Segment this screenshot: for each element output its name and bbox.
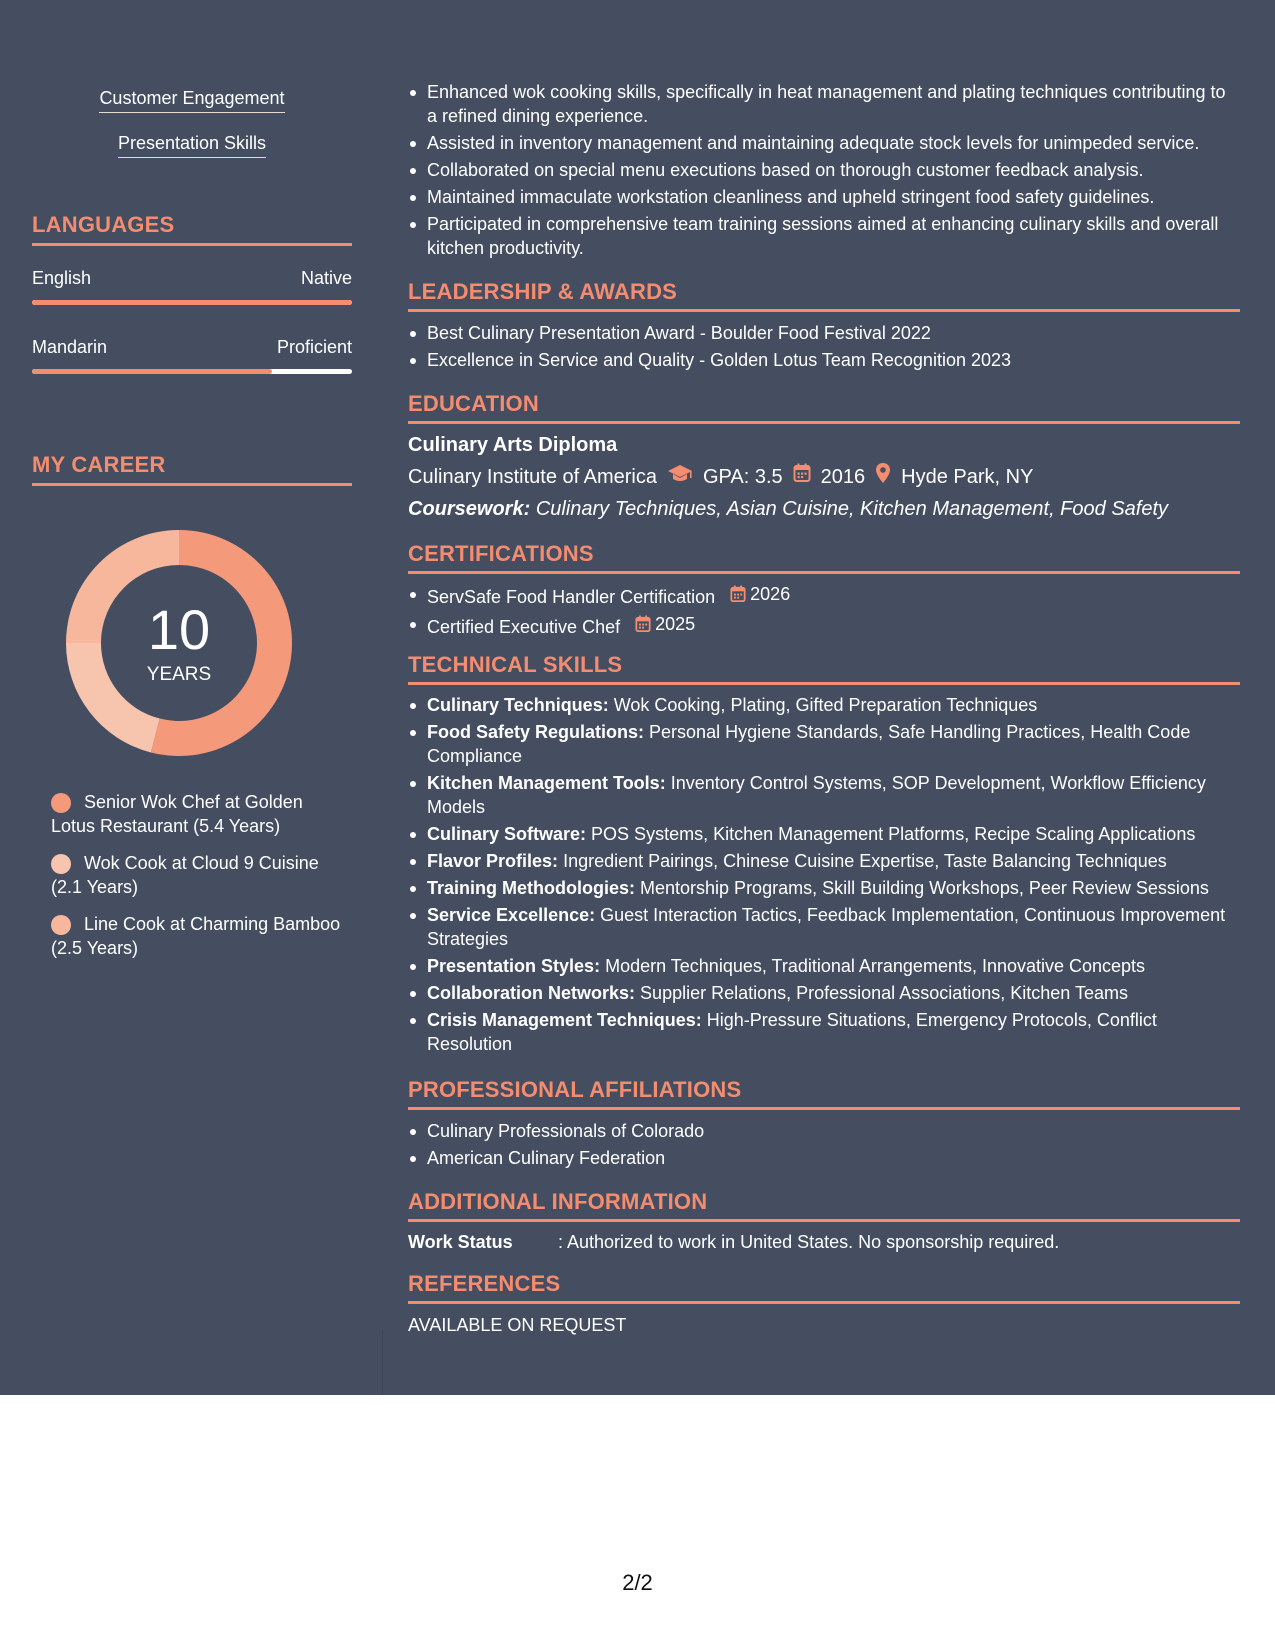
award-item: Best Culinary Presentation Award - Boulder Food Festival 2022: [408, 321, 1240, 345]
technical-skill-item: Kitchen Management Tools: Inventory Control Systems, SOP Development, Workflow Efficiency Models: [408, 771, 1240, 819]
awards-heading: LEADERSHIP & AWARDS: [408, 279, 1240, 312]
career-legend-item: Wok Cook at Cloud 9 Cuisine (2.1 Years): [51, 853, 319, 897]
coursework-text: Culinary Techniques, Asian Cuisine, Kitchen Management, Food Safety: [535, 498, 1169, 520]
technical-skill-item: Culinary Techniques: Wok Cooking, Plating, Gifted Preparation Techniques: [408, 693, 1240, 717]
career-total-label: YEARS: [146, 664, 212, 685]
technical-skill-item: Culinary Software: POS Systems, Kitchen Management Platforms, Recipe Scaling Applications: [408, 822, 1240, 846]
award-item: Excellence in Service and Quality - Golden Lotus Team Recognition 2023: [408, 348, 1240, 372]
certification-year: 2025: [655, 614, 696, 634]
certification-name: ServSafe Food Handler Certification: [427, 587, 716, 607]
education-year: 2016: [820, 465, 866, 488]
language-bar: [32, 369, 352, 374]
location-pin-icon: [875, 462, 891, 491]
education-coursework: [408, 496, 1240, 522]
experience-bullet: Participated in comprehensive team training sessions aimed at enhancing culinary skills and overall kitchen productivity.: [408, 212, 1240, 260]
career-heading: MY CAREER: [32, 452, 352, 486]
page-number: 2/2: [622, 1570, 653, 1595]
certification-year-group: [635, 612, 695, 636]
affiliations-list: [408, 1119, 1240, 1173]
certifications-list: [408, 582, 1240, 642]
education-school: Culinary Institute of America: [408, 465, 657, 488]
certification-item: [408, 582, 1240, 609]
languages-heading: LANGUAGES: [32, 212, 352, 246]
technical-skill-item: Food Safety Regulations: Personal Hygiene Standards, Safe Handling Practices, Health Code Compliance: [408, 720, 1240, 768]
technical-skill-item: Crisis Management Techniques: High-Pressure Situations, Emergency Protocols, Conflict Resolution: [408, 1008, 1240, 1056]
donut-slice-1: [66, 643, 160, 752]
language-bar-fill: [32, 369, 272, 374]
skill-item-1: Presentation Skills: [32, 133, 352, 158]
experience-bullets: [408, 80, 1240, 263]
career-legend: [51, 790, 341, 973]
experience-bullet: Maintained immaculate workstation cleanliness and upheld stringent food safety guidelines.: [408, 185, 1240, 209]
work-status-row: [408, 1230, 1240, 1254]
experience-bullet: Enhanced wok cooking skills, specifically in heat management and plating techniques contributing to a refined dining experience.: [408, 80, 1240, 128]
legend-dot-icon: [51, 915, 71, 935]
language-level: Proficient: [276, 337, 352, 357]
career-total-years: 10: [147, 598, 211, 661]
affiliation-item: American Culinary Federation: [408, 1146, 1240, 1170]
legend-dot-icon: [51, 793, 71, 813]
technical-skill-item: Presentation Styles: Modern Techniques, Traditional Arrangements, Innovative Concepts: [408, 954, 1240, 978]
career-donut-chart: [66, 530, 292, 756]
experience-bullet: Collaborated on special menu executions based on thorough customer feedback analysis.: [408, 158, 1240, 182]
career-legend-item: Senior Wok Chef at Golden Lotus Restaurant (5.4 Years): [51, 792, 303, 836]
technical-skill-item: Flavor Profiles: Ingredient Pairings, Chinese Cuisine Expertise, Taste Balancing Techniques: [408, 849, 1240, 873]
references-heading: REFERENCES: [408, 1271, 1240, 1304]
education-heading: EDUCATION: [408, 391, 1240, 424]
language-name: English: [32, 268, 92, 288]
column-divider: [382, 1330, 383, 1395]
language-name: Mandarin: [32, 337, 108, 357]
certification-name: Certified Executive Chef: [427, 617, 621, 637]
work-status-value: : Authorized to work in United States. No sponsorship required.: [558, 1232, 1060, 1252]
skill-item-0: Customer Engagement: [32, 88, 352, 113]
certification-year-group: [730, 582, 790, 606]
education-location: Hyde Park, NY: [901, 465, 1034, 488]
technical-skill-item: Collaboration Networks: Supplier Relations, Professional Associations, Kitchen Teams: [408, 981, 1240, 1005]
education-gpa: GPA: 3.5: [703, 465, 783, 488]
education-degree: Culinary Arts Diploma: [408, 434, 618, 456]
references-text: AVAILABLE ON REQUEST: [408, 1315, 627, 1335]
coursework-label: Coursework:: [408, 498, 531, 520]
legend-dot-icon: [51, 854, 71, 874]
certification-item: [408, 612, 1240, 639]
language-bar: [32, 300, 352, 305]
work-status-label: Work Status: [408, 1232, 513, 1252]
career-legend-item: Line Cook at Charming Bamboo (2.5 Years): [51, 914, 341, 958]
technical-skill-item: Training Methodologies: Mentorship Programs, Skill Building Workshops, Peer Review Sessions: [408, 876, 1240, 900]
technical-skills-list: [408, 693, 1240, 1059]
experience-bullet: Assisted in inventory management and maintaining adequate stock levels for unimpeded service.: [408, 131, 1240, 155]
certifications-heading: CERTIFICATIONS: [408, 541, 1240, 574]
calendar-icon: [730, 585, 746, 603]
language-bar-fill: [32, 300, 352, 305]
graduation-cap-icon: [667, 463, 693, 490]
language-level: Native: [300, 268, 352, 288]
education-meta: [408, 462, 1240, 491]
technical-skill-item: Service Excellence: Guest Interaction Tactics, Feedback Implementation, Continuous Improvement Strategies: [408, 903, 1240, 951]
certification-year: 2026: [750, 584, 791, 604]
affiliation-item: Culinary Professionals of Colorado: [408, 1119, 1240, 1143]
calendar-icon: [793, 463, 811, 490]
additional-info-heading: ADDITIONAL INFORMATION: [408, 1189, 1240, 1222]
education-entry: [408, 432, 1240, 522]
technical-skills-heading: TECHNICAL SKILLS: [408, 652, 1240, 685]
affiliations-heading: PROFESSIONAL AFFILIATIONS: [408, 1077, 1240, 1110]
calendar-icon: [635, 615, 651, 633]
awards-list: [408, 321, 1240, 375]
